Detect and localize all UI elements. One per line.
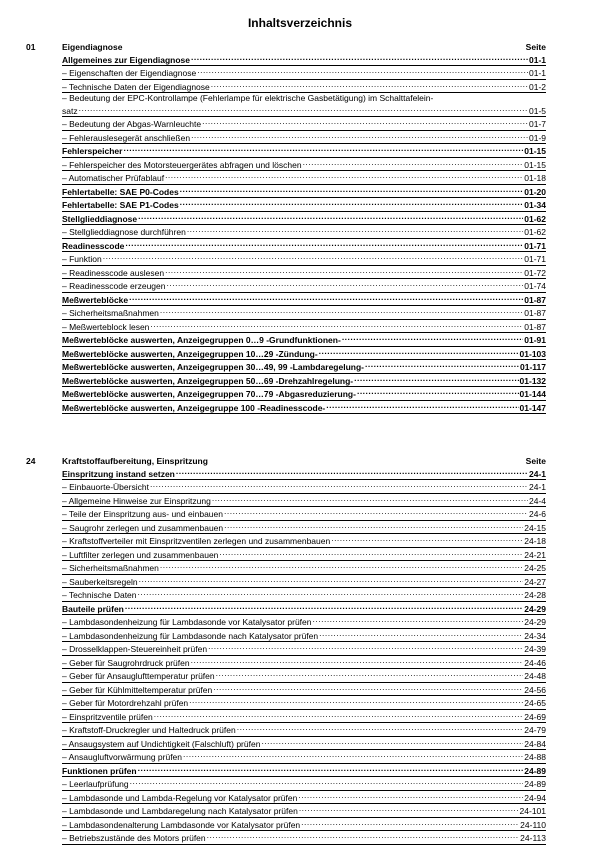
toc-entry-text: – Ansaugluftvorwärmung prüfen (62, 752, 183, 762)
toc-entry (62, 360, 546, 374)
toc-entry (62, 212, 546, 226)
toc-entries (62, 53, 546, 415)
toc-entry-page: 01-72 (524, 267, 546, 278)
toc-entry-page: 24-56 (524, 684, 546, 695)
dot-leader (149, 320, 523, 330)
toc-entry-page: 01-18 (524, 173, 546, 183)
toc-entry-page: 01-62 (524, 227, 546, 237)
section-title: Eigendiagnose (62, 42, 123, 52)
toc-entry-text: – Kraftstoffverteiler mit Einspritzventilen zerlegen und zusammenbauen (62, 536, 331, 546)
toc-entry-text: – Sauberkeitsregeln (62, 576, 138, 587)
toc-entry (62, 548, 546, 562)
toc-entry (62, 80, 546, 94)
dot-leader (223, 507, 528, 517)
dot-leader (211, 494, 528, 504)
dot-leader (179, 198, 524, 208)
toc-entry-page: 24-79 (524, 725, 546, 735)
toc-entry-text: – Stellglieddiagnose durchführen (62, 227, 186, 237)
toc-entry (62, 480, 546, 494)
dot-leader (206, 831, 520, 841)
toc-entry (62, 818, 546, 832)
section-number: 01 (26, 42, 36, 52)
toc-entry-page: 01-71 (524, 240, 546, 251)
section-header (62, 42, 546, 53)
toc-entry (62, 374, 546, 388)
toc-entry-text: – Drosselklappen-Steuereinheit prüfen (62, 644, 208, 654)
toc-entry (62, 656, 546, 670)
dot-leader (341, 333, 523, 343)
dot-leader (137, 212, 523, 222)
toc-entry (62, 185, 546, 199)
dot-leader (159, 306, 523, 316)
toc-entry (62, 575, 546, 589)
toc-entry-text: – Lambdasondenheizung für Lambdasonde vor Katalysator prüfen (62, 617, 312, 627)
toc-entry-page: 24-21 (524, 549, 546, 560)
toc-entry-text: – Lambdasonde und Lambda-Regelung vor Katalysator prüfen (62, 792, 298, 803)
toc-entry-page: 01-34 (524, 200, 546, 210)
toc-entry (62, 293, 546, 307)
toc-entry-text: – Sicherheitsmaßnahmen (62, 308, 159, 318)
toc-entry-page: 01-1 (528, 54, 546, 65)
dot-leader (260, 737, 523, 747)
dot-leader (124, 602, 523, 612)
toc-entry-page: 24-48 (524, 671, 546, 681)
toc-entry-page: 24-89 (524, 765, 546, 776)
toc-entry-text: Meßwerteblöcke auswerten, Anzeigegruppe 100 -Readinesscode- (62, 402, 326, 413)
dot-leader (298, 804, 519, 814)
toc-entry (62, 306, 546, 320)
toc-entry-page: 24-110 (520, 819, 546, 830)
dot-leader (196, 66, 528, 76)
toc-entry-page: 24-84 (524, 738, 546, 749)
toc-entry-text: – Lambdasondenalterung Lambdasonde vor Katalysator prüfen (62, 819, 301, 830)
toc-entry (62, 66, 546, 80)
toc-entry-text: – Eigenschaften der Eigendiagnose (62, 68, 197, 78)
toc-entry (62, 401, 546, 415)
toc-entry (62, 507, 546, 521)
toc-entry (62, 131, 546, 145)
toc-entry (62, 534, 546, 548)
dot-leader (318, 347, 519, 357)
toc-entry-page: 24-69 (524, 711, 546, 722)
dot-leader (212, 683, 523, 693)
dot-leader (356, 387, 519, 397)
toc-entry (62, 467, 546, 481)
toc-entry (62, 347, 546, 361)
toc-entry-text: – Einbauorte-Übersicht (62, 482, 149, 492)
toc-entry-text: – Allgemeine Hinweise zur Einspritzung (62, 495, 211, 506)
toc-entry-page: 24-25 (524, 563, 546, 573)
toc-section-01 (26, 42, 546, 414)
toc-entry (62, 777, 546, 791)
toc-entry-text: Funktionen prüfen (62, 765, 137, 776)
toc-entry-page: 01-87 (524, 294, 546, 305)
toc-entry-text: – Lambdasonde und Lambdaregelung nach Katalysator prüfen (62, 806, 298, 816)
toc-entry (62, 225, 546, 239)
toc-entry-text: – Bedeutung der Abgas-Warnleuchte (62, 119, 202, 129)
toc-entry-page: 24-94 (524, 792, 546, 803)
dot-leader (330, 534, 523, 544)
toc-entry (62, 279, 546, 293)
toc-entry-text: Fehlerspeicher (62, 146, 123, 156)
toc-entry-page: 01-2 (528, 81, 546, 92)
dot-leader (153, 710, 524, 720)
toc-entry (62, 320, 546, 334)
toc-entry-text: – Technische Daten der Eigendiagnose (62, 81, 210, 92)
dot-leader (124, 239, 523, 249)
dot-leader (129, 777, 524, 787)
toc-entry-text: Fehlertabelle: SAE P1-Codes (62, 200, 179, 210)
dot-leader (128, 293, 523, 303)
toc-entry-text: Bauteile prüfen (62, 603, 124, 614)
toc-entry-page: 01-20 (524, 186, 546, 197)
toc-entry-page: 01-147 (519, 402, 546, 413)
dot-leader (201, 117, 528, 127)
dot-leader (137, 764, 524, 774)
toc-entry-text: – Luftfilter zerlegen und zusammenbauen (62, 549, 219, 560)
dot-leader (353, 374, 518, 384)
toc-entry (62, 737, 546, 751)
toc-entry-text: – Geber für Kühlmitteltemperatur prüfen (62, 684, 213, 695)
toc-entry-page: 01-15 (524, 159, 546, 170)
toc-entry-text: Readinesscode (62, 240, 125, 251)
dot-leader (210, 80, 528, 90)
toc-entry (62, 710, 546, 724)
toc-entry (62, 723, 546, 737)
toc-entry-page: 24-46 (524, 657, 546, 668)
toc-entry-page: 24-29 (524, 603, 546, 614)
toc-entry (62, 602, 546, 616)
seite-label: Seite (525, 42, 546, 52)
toc-entry-text: Einspritzung instand setzen (62, 468, 175, 479)
toc-entry-text: – Betriebszustände des Motors prüfen (62, 833, 206, 843)
dot-leader (223, 521, 523, 531)
dot-leader (149, 480, 528, 490)
dot-leader (166, 279, 524, 289)
toc-entry-text: Meßwerteblöcke auswerten, Anzeigegruppen 10…29 -Zündung- (62, 348, 318, 359)
toc-entry-page: 24-15 (524, 522, 546, 533)
toc-entry (62, 144, 546, 158)
toc-entry-page: 24-6 (528, 509, 546, 519)
dot-leader (297, 791, 523, 801)
toc-entry-text-continued: satz (62, 105, 78, 116)
toc-entry-text: – Lambdasondenheizung für Lambdasonde nach Katalysator prüfen (62, 630, 319, 641)
toc-entry-page: 01-1 (528, 68, 546, 78)
toc-entry-page: 01-74 (524, 281, 546, 291)
toc-entry-page: 01-144 (519, 389, 546, 399)
toc-entry-page: 01-62 (524, 213, 546, 224)
toc-entry-page: 01-87 (524, 308, 546, 318)
toc-entry-text: – Sicherheitsmaßnahmen (62, 563, 159, 573)
toc-entry-text: – Funktion (62, 254, 102, 264)
toc-entry (62, 750, 546, 764)
toc-entry-page: 01-9 (528, 132, 546, 143)
dot-leader (164, 171, 523, 181)
toc-entry-text: Meßwerteblöcke auswerten, Anzeigegruppen 70…79 -Abgasreduzierung- (62, 389, 356, 399)
toc-entry-page: 01-15 (524, 146, 546, 156)
toc-entry-text: – Fehlerspeicher des Motorsteuergerätes abfragen und löschen (62, 159, 302, 170)
toc-entry-text: – Fehlerauslesegerät anschließen (62, 132, 191, 143)
toc-entry-text: – Bedeutung der EPC-Kontrollampe (Fehlerlampe für elektrische Gasbetätigung) im Schalttafelein- (62, 93, 434, 103)
toc-entry (62, 239, 546, 253)
dot-leader (300, 818, 519, 828)
dot-leader (302, 158, 524, 168)
toc-entry-page: 24-27 (524, 576, 546, 587)
toc-entry-page: 01-71 (524, 254, 546, 264)
toc-entry (62, 521, 546, 535)
toc-entry (62, 266, 546, 280)
toc-entry-text: Fehlertabelle: SAE P0-Codes (62, 186, 179, 197)
toc-entry-page: 24-34 (524, 630, 546, 641)
toc-entry-text: – Leerlaufprüfung (62, 779, 129, 789)
toc-entry-text: – Geber für Saugrohrdruck prüfen (62, 657, 190, 668)
toc-entry (62, 683, 546, 697)
toc-entry (62, 333, 546, 347)
dot-leader (218, 548, 523, 558)
toc-entry-text: – Teile der Einspritzung aus- und einbauen (62, 509, 223, 519)
toc-entry (62, 804, 546, 818)
toc-entry-page: 24-88 (524, 752, 546, 762)
toc-entry-text: – Readinesscode erzeugen (62, 281, 166, 291)
dot-leader (190, 53, 528, 63)
toc-entries (62, 467, 546, 845)
toc-entry-page: 24-89 (524, 779, 546, 789)
toc-entry-page: 24-28 (524, 590, 546, 600)
toc-entry (62, 791, 546, 805)
toc-entry-page: 24-65 (524, 698, 546, 708)
toc-entry-page: 01-91 (524, 335, 546, 345)
dot-leader (102, 252, 524, 262)
dot-leader (190, 131, 528, 141)
toc-entry-page: 01-87 (524, 321, 546, 332)
section-number: 24 (26, 456, 36, 466)
toc-entry-text: – Geber für Ansauglufttemperatur prüfen (62, 671, 215, 681)
toc-entry (62, 561, 546, 575)
toc-entry-page: 01-5 (528, 105, 546, 116)
dot-leader (122, 144, 523, 154)
toc-entry-text: Meßwerteblöcke auswerten, Anzeigegruppen 50…69 -Drehzahlregelung- (62, 375, 354, 386)
toc-entry (62, 615, 546, 629)
section-header (62, 456, 546, 467)
toc-entry-page: 01-132 (519, 375, 546, 386)
page-title: Inhaltsverzeichnis (247, 16, 353, 30)
toc-entry-page: 24-113 (520, 833, 546, 843)
section-title: Kraftstoffaufbereitung, Einspritzung (62, 456, 208, 466)
toc-entry-text: Meßwerteblöcke (62, 294, 129, 305)
dot-leader (236, 723, 524, 733)
toc-entry-text: Allgemeines zur Eigendiagnose (62, 54, 191, 65)
toc-entry (62, 117, 546, 131)
dot-leader (182, 750, 523, 760)
dot-leader (325, 401, 518, 411)
toc-entry (62, 629, 546, 643)
toc-entry (62, 642, 546, 656)
toc-entry (62, 93, 546, 117)
toc-entry (62, 53, 546, 67)
dot-leader (318, 629, 523, 639)
toc-entry-text: – Einspritzventile prüfen (62, 711, 153, 722)
toc-entry-text: Meßwerteblöcke auswerten, Anzeigegruppen 30…49, 99 -Lambdaregelung- (62, 362, 364, 372)
toc-entry-text: – Readinesscode auslesen (62, 267, 165, 278)
seite-label: Seite (525, 456, 546, 466)
toc-entry-page: 24-1 (528, 468, 546, 479)
dot-leader (164, 266, 523, 276)
toc-entry-text: Meßwerteblöcke auswerten, Anzeigegruppen 0…9 -Grundfunktionen- (62, 335, 341, 345)
dot-leader (138, 575, 524, 585)
toc-entry-page: 24-1 (528, 482, 546, 492)
toc-entry-page: 24-39 (524, 644, 546, 654)
toc-entry (62, 158, 546, 172)
toc-entry-text: – Geber für Motordrehzahl prüfen (62, 698, 189, 708)
dot-leader (188, 696, 523, 706)
dot-leader (364, 360, 519, 370)
dot-leader (215, 669, 524, 679)
dot-leader (207, 642, 523, 652)
toc-entry-text: – Kraftstoff-Druckregler und Haltedruck prüfen (62, 725, 236, 735)
toc-entry-text: – Meßwerteblock lesen (62, 321, 150, 332)
toc-entry-page: 24-18 (524, 536, 546, 546)
dot-leader (179, 185, 524, 195)
toc-entry (62, 387, 546, 401)
dot-leader (137, 588, 524, 598)
toc-entry-text: Stellglieddiagnose (62, 213, 138, 224)
dot-leader (159, 561, 523, 571)
dot-leader (190, 656, 524, 666)
toc-entry-page: 01-7 (528, 119, 546, 129)
toc-section-24 (26, 456, 546, 845)
dot-leader (175, 467, 528, 477)
toc-entry-text: – Technische Daten (62, 590, 137, 600)
toc-entry (62, 494, 546, 508)
toc-entry-page: 24-101 (519, 806, 546, 816)
dot-leader (312, 615, 524, 625)
toc-entry-text: – Automatischer Prüfablauf (62, 173, 165, 183)
toc-entry (62, 669, 546, 683)
toc-entry (62, 252, 546, 266)
dot-leader (78, 104, 528, 114)
toc-entry-text: – Ansaugsystem auf Undichtigkeit (Falschluft) prüfen (62, 738, 261, 749)
toc-entry (62, 588, 546, 602)
toc-entry (62, 198, 546, 212)
toc-entry-page: 01-117 (520, 362, 546, 372)
toc-entry-text: – Saugrohr zerlegen und zusammenbauen (62, 522, 224, 533)
toc-entry-page: 01-103 (519, 348, 546, 359)
toc-entry-page: 24-29 (524, 617, 546, 627)
toc-entry (62, 171, 546, 185)
toc-entry (62, 696, 546, 710)
dot-leader (186, 225, 523, 235)
toc-entry-page: 24-4 (528, 495, 546, 506)
toc-entry (62, 764, 546, 778)
toc-entry (62, 831, 546, 845)
